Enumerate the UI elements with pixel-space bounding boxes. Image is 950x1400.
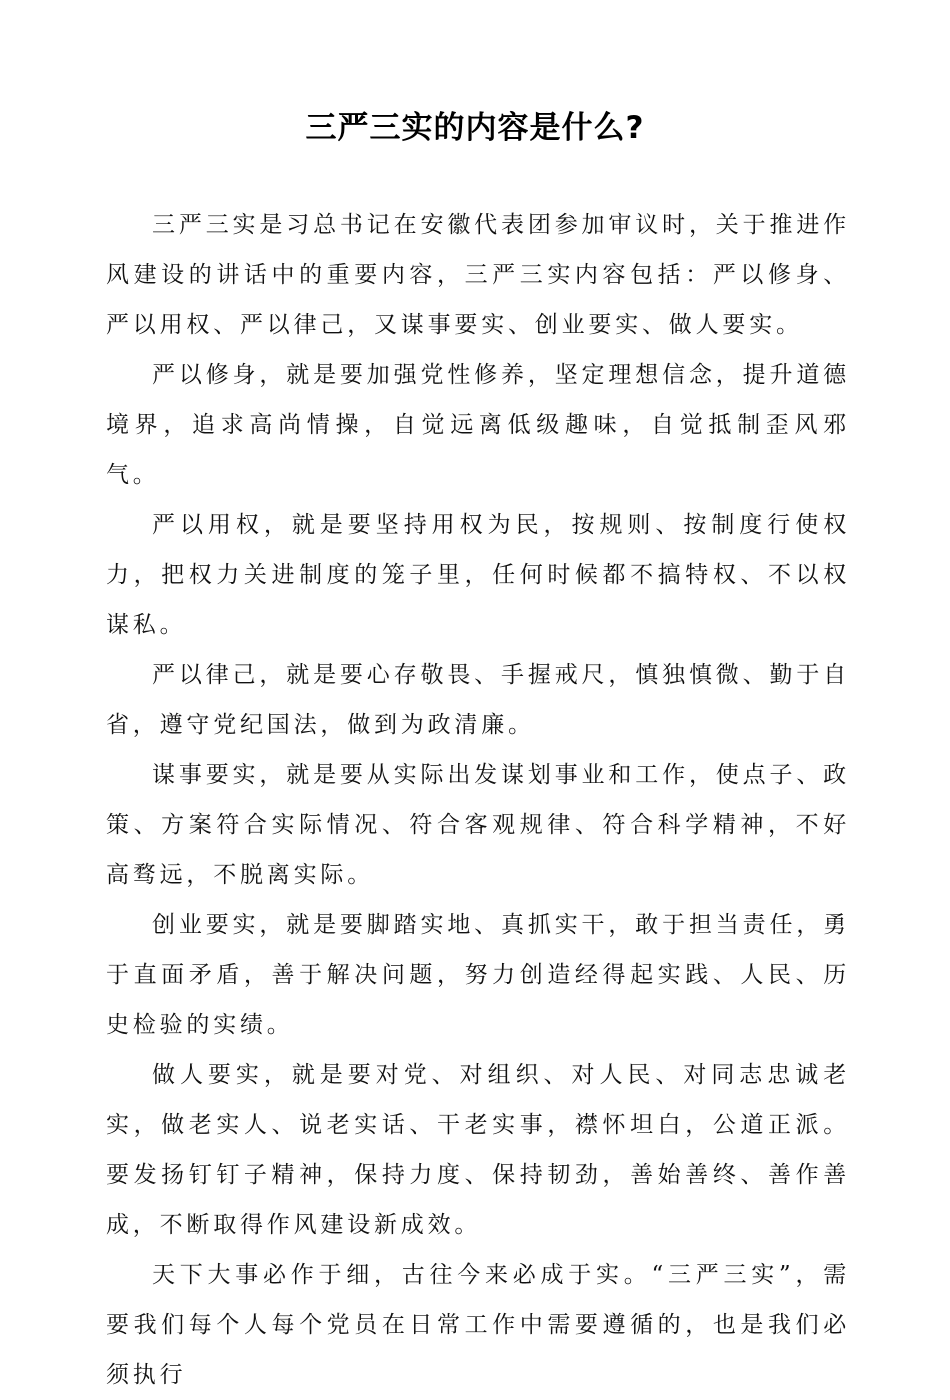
paragraph: 谋事要实，就是要从实际出发谋划事业和工作，使点子、政策、方案符合实际情况、符合客观规律、符合科学精神，不好高骛远，不脱离实际。 bbox=[106, 762, 850, 888]
document-body bbox=[106, 200, 850, 1400]
paragraph: 严以修身，就是要加强党性修养，坚定理想信念，提升道德境界，追求高尚情操，自觉远离低级趣味，自觉抵制歪风邪气。 bbox=[106, 362, 850, 488]
page-title: 三严三实的内容是什么? bbox=[305, 110, 645, 146]
paragraph: 严以用权，就是要坚持用权为民，按规则、按制度行使权力，把权力关进制度的笼子里，任何时候都不搞特权、不以权谋私。 bbox=[106, 512, 850, 638]
paragraph: 创业要实，就是要脚踏实地、真抓实干，敢于担当责任，勇于直面矛盾，善于解决问题，努力创造经得起实践、人民、历史检验的实绩。 bbox=[106, 912, 850, 1038]
paragraph: 天下大事必作于细，古往今来必成于实。“三严三实”，需要我们每个人每个党员在日常工作中需要遵循的，也是我们必须执行 bbox=[106, 1262, 850, 1388]
paragraph: 严以律己，就是要心存敬畏、手握戒尺，慎独慎微、勤于自省，遵守党纪国法，做到为政清廉。 bbox=[106, 662, 850, 738]
paragraph: 三严三实是习总书记在安徽代表团参加审议时，关于推进作风建设的讲话中的重要内容，三严三实内容包括：严以修身、严以用权、严以律己，又谋事要实、创业要实、做人要实。 bbox=[106, 212, 850, 338]
paragraph: 做人要实，就是要对党、对组织、对人民、对同志忠诚老实，做老实人、说老实话、干老实事，襟怀坦白，公道正派。要发扬钉钉子精神，保持力度、保持韧劲，善始善终、善作善成，不断取得作风建设新成效。 bbox=[106, 1062, 850, 1238]
